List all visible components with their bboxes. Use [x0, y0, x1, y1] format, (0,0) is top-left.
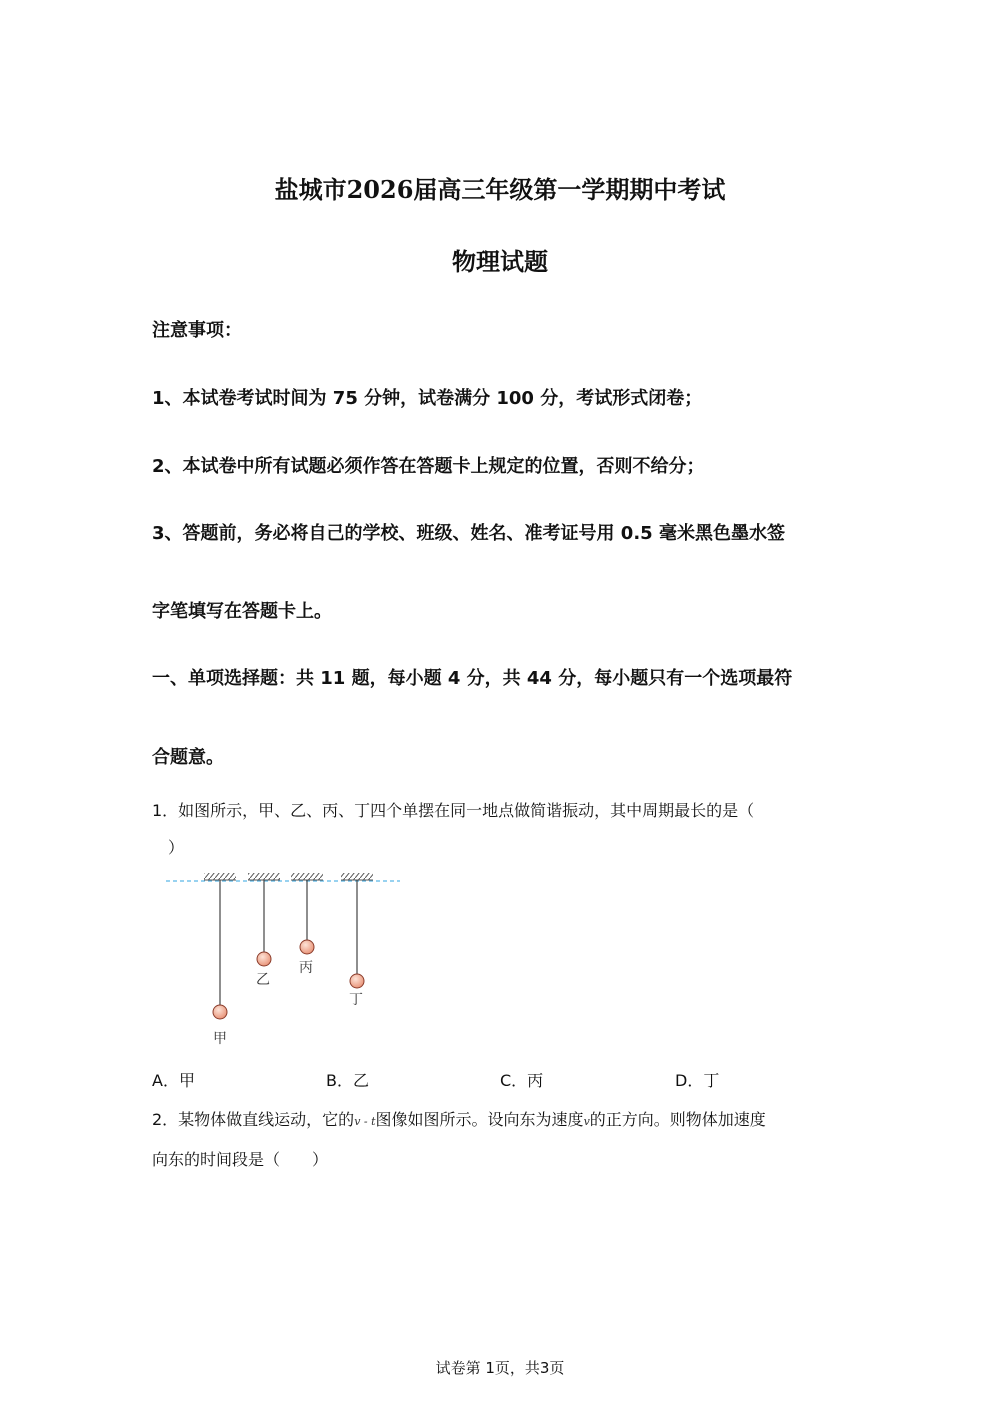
pendulum-label-yi: 乙 [256, 972, 270, 988]
pendulum-label-ding: 丁 [349, 992, 363, 1008]
notice-item-1: 1、本试卷考试时间为 75 分钟，试卷满分 100 分，考试形式闭卷； [152, 388, 703, 409]
option-a: A．甲 [152, 1071, 195, 1090]
pendulum-bob-bing [300, 940, 314, 954]
variable-t: t [371, 1115, 376, 1128]
option-d: D．丁 [675, 1071, 720, 1090]
question-2-stem-part-1: 2．某物体做直线运动，它的 [152, 1110, 355, 1129]
support-hatch-yi [248, 873, 280, 880]
support-hatch-ding [341, 873, 373, 880]
section-heading-line-1: 一、单项选择题：共 11 题，每小题 4 分，共 44 分，每小题只有一个选项最符 [152, 668, 793, 689]
variable-v: v [354, 1115, 361, 1128]
support-hatch-bing [291, 873, 323, 880]
question-2-stem-line-2: 向东的时间段是（ ） [152, 1150, 329, 1169]
question-1-stem-line-1: 1．如图所示，甲、乙、丙、丁四个单摆在同一地点做简谐振动，其中周期最长的是（ [152, 801, 755, 820]
notice-heading: 注意事项： [152, 320, 242, 341]
question-2-stem-part-2: 图像如图所示。设向东为速度 [375, 1110, 584, 1129]
exam-title: 盐城市2026届高三年级第一学期期中考试 [274, 175, 726, 204]
question-1-stem-line-2: ） [168, 838, 185, 857]
page-footer: 试卷第 1页，共3页 [435, 1359, 565, 1377]
support-hatch-jia [204, 873, 236, 880]
option-b: B．乙 [326, 1071, 369, 1090]
pendulum-label-jia: 甲 [213, 1031, 227, 1047]
pendulum-bob-ding [350, 974, 364, 988]
variable-v-2: v [583, 1115, 590, 1128]
notice-item-2: 2、本试卷中所有试题必须作答在答题卡上规定的位置，否则不给分； [152, 456, 705, 477]
pendulum-bob-yi [257, 952, 271, 966]
notice-item-3-line-1: 3、答题前，务必将自己的学校、班级、姓名、准考证号用 0.5 毫米黑色墨水签 [152, 523, 785, 544]
question-2-stem-line-1 [152, 1107, 766, 1130]
pendulum-figure [160, 866, 410, 1056]
pendulum-bob-jia [213, 1005, 227, 1019]
option-c: C．丙 [500, 1071, 544, 1090]
notice-item-3-line-2: 字笔填写在答题卡上。 [152, 601, 332, 622]
question-2-stem-part-3: 的正方向。则物体加速度 [589, 1110, 766, 1129]
pendulum-label-bing: 丙 [299, 960, 313, 976]
section-heading-line-2: 合题意。 [152, 747, 224, 768]
variable-dash: - [360, 1115, 372, 1128]
exam-subtitle: 物理试题 [452, 247, 548, 276]
